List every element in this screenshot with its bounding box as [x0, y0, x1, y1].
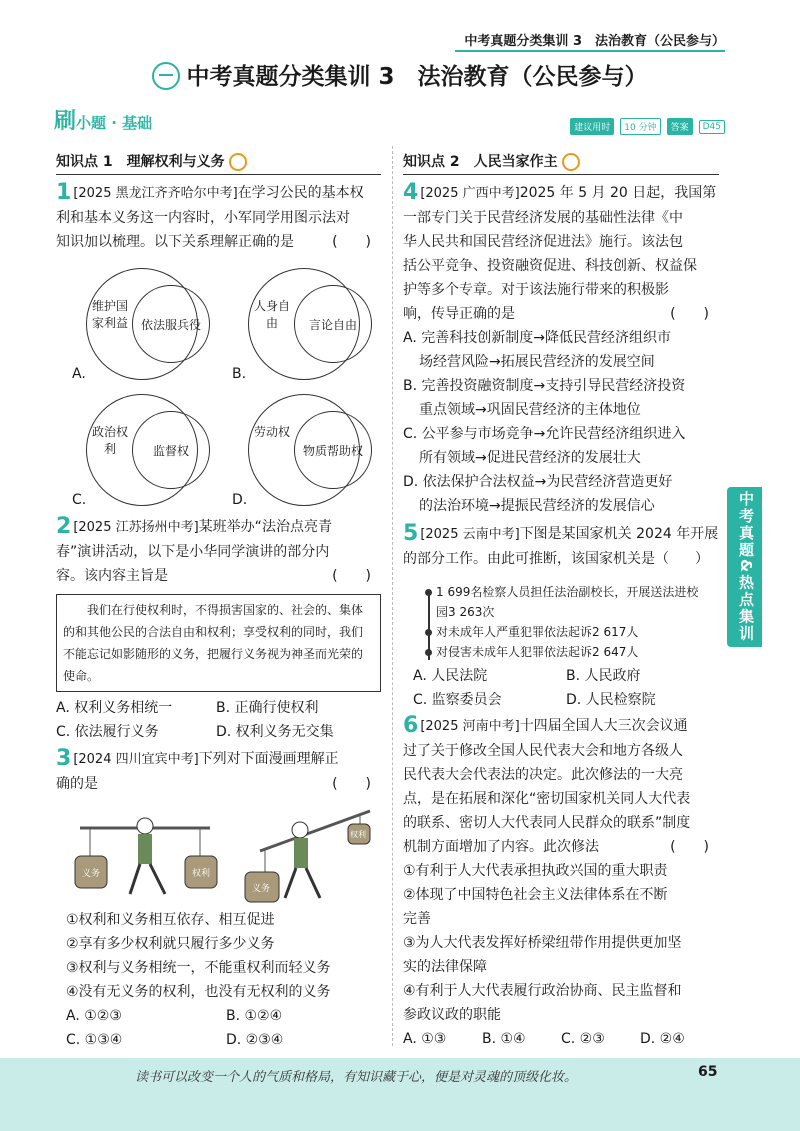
quote-box: 我们在行使权利时，不得损害国家的、社会的、集体的和其他公民的合法自由和权利；享受权利的同时，我们不能忘记如影随形的义务，把履行义务视为神圣而光荣的使命。	[56, 594, 381, 692]
venn-a-label: A.	[72, 366, 86, 382]
timeline-item-3: 对侵害未成年人犯罪依法起诉2 647人	[426, 642, 706, 662]
q3-number: 3	[56, 746, 72, 771]
question-4	[403, 181, 719, 518]
q5-options	[413, 664, 719, 712]
venn-c-label: C.	[72, 492, 87, 508]
q5-option-b[interactable]: B. 人民政府	[566, 668, 641, 684]
question-1	[56, 181, 381, 254]
q3-item-4: ④没有无义务的权利，也没有无权利的义务	[66, 984, 331, 1000]
bag-right-1: 权利	[192, 869, 211, 879]
page-title	[0, 58, 800, 92]
side-tab[interactable]: 中考真题&热点集训	[727, 487, 762, 647]
q4-line5: 护等多个专章。对于该法施行带来的积极影	[403, 282, 669, 298]
q5-paren: ）	[695, 551, 709, 567]
q3-source: [2024 四川宜宾中考]	[73, 752, 199, 767]
q2-option-d[interactable]: D. 权利义务无交集	[216, 724, 334, 740]
q6-item-2: ②体现了中国特色社会主义法律体系在不断	[403, 887, 668, 903]
q4-option-d-cont: 的法治环境→提振民营经济的发展信心	[419, 498, 655, 514]
q5-line1: 下图是某国家机关 2024 年开展	[519, 526, 719, 542]
venn-outer-label: 维护国家利益	[91, 299, 128, 330]
q6-item-2-cont: 完善	[403, 911, 431, 927]
right-column	[403, 150, 719, 571]
venn-d	[248, 394, 396, 504]
q3-option-b[interactable]: B. ①②④	[226, 1008, 283, 1024]
q6-item-4: ④有利于人大代表履行政治协商、民主监督和	[403, 983, 682, 999]
q2-option-a[interactable]: A. 权利义务相统一	[56, 700, 173, 716]
q3-options-row2	[66, 1028, 386, 1052]
meta-bar	[570, 118, 725, 135]
left-column	[56, 150, 381, 254]
q6-item-4-cont: 参政议政的职能	[403, 1007, 501, 1023]
timeline	[426, 582, 706, 662]
q2-line1: 某班举办“法治点亮青	[198, 519, 332, 535]
q5-line2: 的部分工作。由此可推断，该国家机关是（	[403, 551, 669, 567]
q4-line1: 2025 年 5 月 20 日起，我国第	[519, 185, 717, 201]
venn-outer-label: 政治权利	[91, 425, 128, 456]
q6-item-3-cont: 实的法律保障	[403, 959, 487, 975]
q3-option-d[interactable]: D. ②③④	[226, 1032, 284, 1048]
kp1-text: 知识点 1 理解权利与义务	[56, 154, 225, 170]
q6-line4: 点，是在拓展和深化“密切国家机关同人大代表	[403, 791, 691, 807]
q3-line1: 下列对下面漫画理解正	[198, 751, 339, 767]
q6-option-b[interactable]: B. ①④	[482, 1031, 526, 1047]
q4-paren: ( )	[670, 306, 709, 322]
q4-option-a-cont: 场经营风险→拓展民营经济的发展空间	[419, 354, 655, 370]
venn-outer-label: 人身自由	[253, 299, 290, 330]
clock-icon	[152, 62, 180, 90]
time-value: 10 分钟	[620, 118, 660, 135]
q6-line6: 机制方面增加了内容。此次修法	[403, 839, 599, 855]
q4-option-d[interactable]: D. 依法保护合法权益→为民营经济营造更好	[403, 474, 673, 490]
q6-line5: 的联系、密切人大代表同人民群众的联系”制度	[403, 815, 691, 831]
q4-option-a[interactable]: A. 完善科技创新制度→降低民营经济组织市	[403, 330, 671, 346]
q5-options-row1	[413, 664, 719, 688]
q5-options-row2	[413, 688, 719, 712]
q3-item-3: ③权利与义务相统一，不能重权利而轻义务	[66, 960, 331, 976]
q1-line2: 利和基本义务这一内容时，小军同学用图示法对	[56, 210, 350, 226]
q3-option-a[interactable]: A. ①②③	[66, 1008, 122, 1024]
q1-line3: 知识加以梳理。以下关系理解正确的是	[56, 234, 294, 250]
q2-options-row2	[56, 720, 381, 744]
answer-label: 答案	[667, 118, 693, 135]
target-icon	[562, 153, 580, 171]
q3-paren: ( )	[332, 776, 371, 792]
venn-a	[86, 268, 234, 378]
q2-line2: 春”演讲活动，以下是小华同学演讲的部分内	[56, 544, 330, 560]
page-title-text: 中考真题分类集训 3 法治教育（公民参与）	[186, 64, 648, 90]
section-brush	[54, 104, 152, 135]
q3-line2: 确的是	[56, 776, 98, 792]
q5-option-a[interactable]: A. 人民法院	[413, 668, 488, 684]
q1-source: [2025 黑龙江齐齐哈尔中考]	[73, 186, 238, 201]
q2-number: 2	[56, 514, 72, 539]
q3-item-1: ①权利和义务相互依存、相互促进	[66, 912, 275, 928]
q4-number: 4	[403, 180, 419, 205]
q1-number: 1	[56, 180, 72, 205]
q4-option-b[interactable]: B. 完善投资融资制度→支持引导民营经济投资	[403, 378, 686, 394]
q4-option-b-cont: 重点领域→巩固民营经济的主体地位	[419, 402, 641, 418]
q5-option-d[interactable]: D. 人民检察院	[566, 692, 656, 708]
q5-option-c[interactable]: C. 监察委员会	[413, 692, 502, 708]
q6-option-a[interactable]: A. ①③	[403, 1031, 447, 1047]
q2-options-row1	[56, 696, 381, 720]
knowledge-point-2	[403, 150, 719, 175]
q2-option-c[interactable]: C. 依法履行义务	[56, 724, 159, 740]
question-6	[403, 714, 719, 1051]
running-header: 中考真题分类集训 3 法治教育（公民参与）	[455, 30, 725, 52]
q1-line1: 在学习公民的基本权	[237, 185, 364, 201]
q2-line3: 容。该内容主旨是	[56, 568, 168, 584]
q3-item-2: ②享有多少权利就只履行多少义务	[66, 936, 275, 952]
q4-option-c-cont: 所有领域→促进民营经济的发展壮大	[419, 450, 641, 466]
question-5	[403, 522, 719, 571]
q4-line2: 一部专门关于民营经济发展的基础性法律《中	[403, 210, 683, 226]
q3-options-row1	[66, 1004, 386, 1028]
q5-number: 5	[403, 521, 419, 546]
bag-duty-1: 义务	[82, 869, 101, 879]
venn-b-label: B.	[232, 366, 247, 382]
q4-line3: 华人民共和国民营经济促进法》施行。该法包	[403, 234, 683, 250]
timeline-item-2: 对未成年人严重犯罪依法起诉2 617人	[426, 622, 706, 642]
timeline-item-1: 1 699名检察人员担任法治副校长，开展送法进校园3 263次	[426, 582, 706, 622]
q2-paren: ( )	[332, 568, 371, 584]
q6-options	[403, 1027, 719, 1051]
q1-paren: ( )	[332, 234, 371, 250]
venn-outer-label: 劳动权	[253, 425, 290, 439]
question-3	[56, 747, 381, 796]
q4-line4: 括公平竞争、投资融资促进、科技创新、权益保	[403, 258, 697, 274]
q6-line2: 过了关于修改全国人民代表大会和地方各级人	[403, 743, 683, 759]
kp2-text: 知识点 2 人民当家作主	[403, 154, 558, 170]
q4-line6: 响，传导正确的是	[403, 306, 515, 322]
venn-c	[86, 394, 234, 504]
q2-source: [2025 江苏扬州中考]	[73, 520, 199, 535]
venn-d-label: D.	[232, 492, 248, 508]
q3-items	[66, 908, 386, 1052]
q6-source: [2025 河南中考]	[420, 719, 520, 734]
q6-item-3: ③为人大代表发挥好桥梁纽带作用提供更加坚	[403, 935, 682, 951]
knowledge-point-1	[56, 150, 381, 175]
footer-motto: 读书可以改变一个人的气质和格局，有知识藏于心，便是对灵魂的顶级化妆。	[135, 1070, 578, 1085]
venn-inner-label: 监督权	[132, 411, 210, 489]
q6-paren: ( )	[670, 839, 709, 855]
answer-page: D45	[699, 120, 725, 134]
q4-option-c[interactable]: C. 公平参与市场竞争→允许民营经济组织进入	[403, 426, 686, 442]
q4-source: [2025 广西中考]	[420, 186, 520, 201]
cartoon-image	[70, 806, 380, 906]
question-2	[56, 515, 381, 744]
brush-big: 刷	[54, 109, 77, 134]
bag-right-2: 权利	[350, 830, 366, 839]
q6-option-d[interactable]: D. ②④	[640, 1031, 685, 1047]
venn-inner-label: 物质帮助权	[294, 411, 372, 489]
venn-inner-label: 言论自由	[294, 285, 372, 363]
target-icon	[229, 153, 247, 171]
q3-option-c[interactable]: C. ①③④	[66, 1032, 123, 1048]
venn-b	[248, 268, 396, 378]
q6-line3: 民代表大会代表法的决定。此次修法的一大亮	[403, 767, 683, 783]
q5-source: [2025 云南中考]	[420, 527, 520, 542]
bag-duty-2: 义务	[252, 884, 271, 894]
q6-line1: 十四届全国人大三次会议通	[519, 718, 688, 734]
venn-inner-label: 依法服兵役	[132, 285, 210, 363]
time-label: 建议用时	[570, 118, 614, 135]
q6-number: 6	[403, 713, 419, 738]
q6-item-1: ①有利于人大代表承担执政兴国的重大职责	[403, 863, 668, 879]
page-number: 65	[698, 1064, 718, 1080]
brush-small: 小题 · 基础	[76, 114, 153, 132]
q6-option-c[interactable]: C. ②③	[561, 1031, 605, 1047]
q2-option-b[interactable]: B. 正确行使权利	[216, 700, 319, 716]
